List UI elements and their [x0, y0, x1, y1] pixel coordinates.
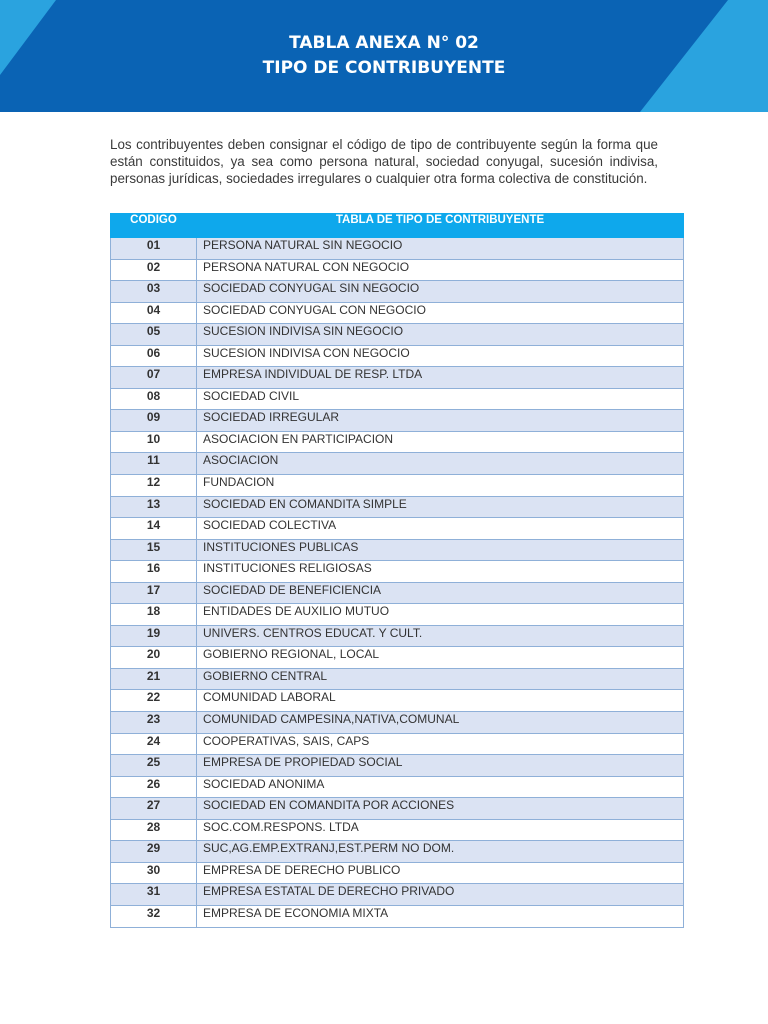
code-cell: 22 [111, 690, 197, 712]
table-row [111, 539, 684, 561]
table-row [111, 475, 684, 497]
table-row [111, 345, 684, 367]
title-line-1: TABLA ANEXA N° 02 [289, 33, 479, 53]
code-cell: 03 [111, 281, 197, 303]
description-cell: EMPRESA DE DERECHO PUBLICO [197, 862, 684, 884]
description-cell: ENTIDADES DE AUXILIO MUTUO [197, 604, 684, 626]
description-cell: SOCIEDAD EN COMANDITA SIMPLE [197, 496, 684, 518]
code-cell: 04 [111, 302, 197, 324]
table-row [111, 819, 684, 841]
description-cell: EMPRESA DE PROPIEDAD SOCIAL [197, 755, 684, 777]
header-banner [0, 0, 768, 112]
description-cell: INSTITUCIONES RELIGIOSAS [197, 561, 684, 583]
table-row [111, 604, 684, 626]
table-row [111, 798, 684, 820]
intro-paragraph: Los contribuyentes deben consignar el código de tipo de contribuyente según la forma que están constituidos, ya sea como persona natural, sociedad conyugal, sucesión indivisa, personas jurídicas, sociedades irregulares o cualquier otra forma colectiva de constitución. [110, 137, 658, 186]
description-cell: SOCIEDAD IRREGULAR [197, 410, 684, 432]
table-row [111, 733, 684, 755]
code-cell: 31 [111, 884, 197, 906]
code-cell: 16 [111, 561, 197, 583]
description-cell: SUCESION INDIVISA SIN NEGOCIO [197, 324, 684, 346]
table-row [111, 582, 684, 604]
table-row [111, 668, 684, 690]
description-cell: INSTITUCIONES PUBLICAS [197, 539, 684, 561]
table-row [111, 690, 684, 712]
description-cell: EMPRESA DE ECONOMIA MIXTA [197, 905, 684, 927]
code-cell: 28 [111, 819, 197, 841]
table-body [111, 238, 684, 928]
table-row [111, 453, 684, 475]
description-cell: SUCESION INDIVISA CON NEGOCIO [197, 345, 684, 367]
description-cell: SOCIEDAD EN COMANDITA POR ACCIONES [197, 798, 684, 820]
code-cell: 29 [111, 841, 197, 863]
table-row [111, 302, 684, 324]
code-cell: 10 [111, 431, 197, 453]
table-row [111, 712, 684, 734]
description-cell: EMPRESA ESTATAL DE DERECHO PRIVADO [197, 884, 684, 906]
code-cell: 07 [111, 367, 197, 389]
table-row [111, 259, 684, 281]
code-cell: 32 [111, 905, 197, 927]
table-row [111, 647, 684, 669]
column-header-description: TABLA DE TIPO DE CONTRIBUYENTE [197, 214, 684, 238]
description-cell: PERSONA NATURAL CON NEGOCIO [197, 259, 684, 281]
code-cell: 18 [111, 604, 197, 626]
description-cell: FUNDACION [197, 475, 684, 497]
description-cell: COMUNIDAD LABORAL [197, 690, 684, 712]
description-cell: ASOCIACION [197, 453, 684, 475]
description-cell: SOC.COM.RESPONS. LTDA [197, 819, 684, 841]
table-row [111, 776, 684, 798]
table-row [111, 367, 684, 389]
code-cell: 21 [111, 668, 197, 690]
code-cell: 08 [111, 388, 197, 410]
taxpayer-type-table [110, 213, 684, 928]
table-row [111, 862, 684, 884]
table-row [111, 625, 684, 647]
description-cell: PERSONA NATURAL SIN NEGOCIO [197, 238, 684, 260]
table-row [111, 905, 684, 927]
column-header-code: CODIGO [111, 214, 197, 238]
code-cell: 05 [111, 324, 197, 346]
code-cell: 27 [111, 798, 197, 820]
description-cell: SOCIEDAD ANONIMA [197, 776, 684, 798]
description-cell: EMPRESA INDIVIDUAL DE RESP. LTDA [197, 367, 684, 389]
description-cell: SUC,AG.EMP.EXTRANJ,EST.PERM NO DOM. [197, 841, 684, 863]
description-cell: SOCIEDAD CONYUGAL CON NEGOCIO [197, 302, 684, 324]
description-cell: ASOCIACION EN PARTICIPACION [197, 431, 684, 453]
table-row [111, 496, 684, 518]
description-cell: SOCIEDAD COLECTIVA [197, 518, 684, 540]
description-cell: COMUNIDAD CAMPESINA,NATIVA,COMUNAL [197, 712, 684, 734]
code-cell: 17 [111, 582, 197, 604]
code-cell: 06 [111, 345, 197, 367]
code-cell: 25 [111, 755, 197, 777]
description-cell: GOBIERNO REGIONAL, LOCAL [197, 647, 684, 669]
code-cell: 12 [111, 475, 197, 497]
title-line-2: TIPO DE CONTRIBUYENTE [262, 58, 506, 78]
description-cell: SOCIEDAD CONYUGAL SIN NEGOCIO [197, 281, 684, 303]
table-row [111, 431, 684, 453]
table-header-row [111, 214, 684, 238]
description-cell: SOCIEDAD CIVIL [197, 388, 684, 410]
description-cell: GOBIERNO CENTRAL [197, 668, 684, 690]
code-cell: 15 [111, 539, 197, 561]
code-cell: 01 [111, 238, 197, 260]
description-cell: COOPERATIVAS, SAIS, CAPS [197, 733, 684, 755]
code-cell: 20 [111, 647, 197, 669]
code-cell: 30 [111, 862, 197, 884]
table-row [111, 281, 684, 303]
description-cell: SOCIEDAD DE BENEFICIENCIA [197, 582, 684, 604]
table-row [111, 388, 684, 410]
code-cell: 13 [111, 496, 197, 518]
table-row [111, 518, 684, 540]
table-row [111, 561, 684, 583]
description-cell: UNIVERS. CENTROS EDUCAT. Y CULT. [197, 625, 684, 647]
table-row [111, 841, 684, 863]
table-row [111, 410, 684, 432]
code-cell: 02 [111, 259, 197, 281]
page-title [0, 31, 768, 81]
code-cell: 11 [111, 453, 197, 475]
table-row [111, 884, 684, 906]
table-row [111, 755, 684, 777]
code-cell: 09 [111, 410, 197, 432]
code-cell: 24 [111, 733, 197, 755]
code-cell: 23 [111, 712, 197, 734]
code-cell: 19 [111, 625, 197, 647]
table-row [111, 324, 684, 346]
code-cell: 14 [111, 518, 197, 540]
code-cell: 26 [111, 776, 197, 798]
table-row [111, 238, 684, 260]
